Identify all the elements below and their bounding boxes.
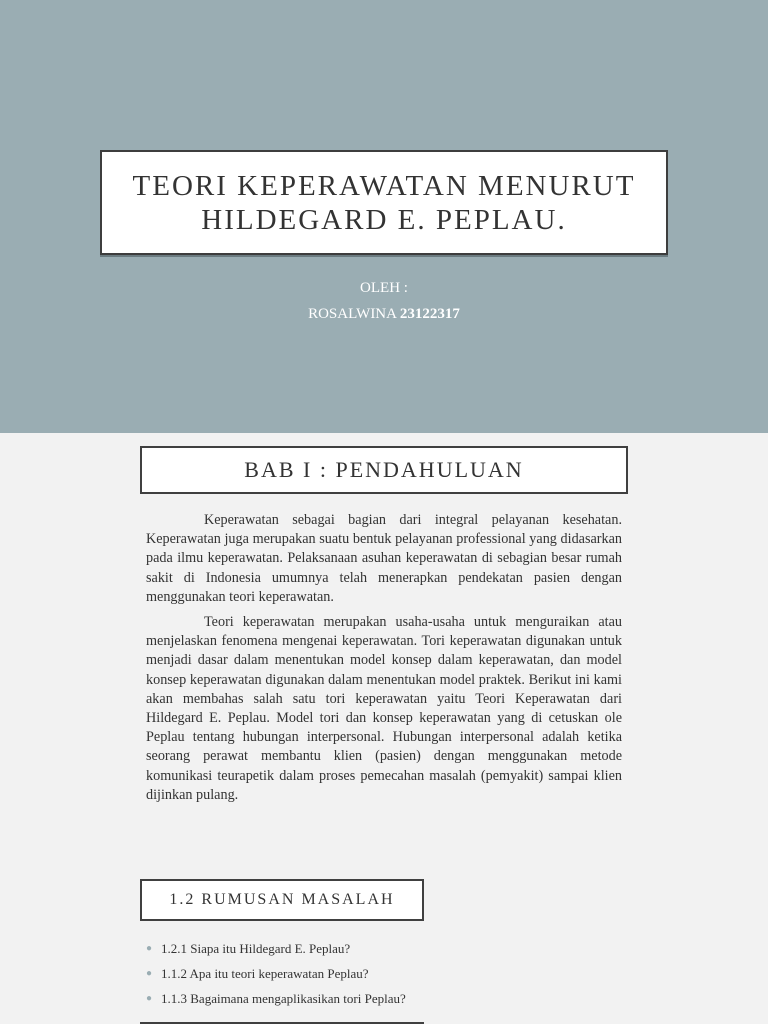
list-item-text: 1.1.2 Apa itu teori keperawatan Peplau?: [161, 966, 369, 981]
list-item: [146, 989, 406, 1014]
question-list: [146, 939, 406, 1014]
chapter-heading-box: [140, 446, 628, 494]
chapter-body: [146, 511, 622, 811]
list-item: [146, 964, 406, 989]
paragraph: Teori keperawatan merupakan usaha-usaha untuk menguraikan atau menjelaskan fenomena mengenai keperawatan. Tori keperawatan digunakan untuk menjadi dasar dalam menentukan model konsep dalam keperawatan, dan model konsep keperawatan digunakan dalam menentukan model praktek. Berikut ini kami akan membahas salah satu tori keperawatan yaitu Teori Keperawatan dari Hildegard E. Peplau. Model tori dan konsep keperawatan yang di cetuskan ole Peplau tentang hubungan interpersonal. Hubungan interpersonal adalah ketika seorang perawat membantu klien (pasien) dengan menggunakan metode komunikasi teurapetik dalam proses pemecahan masalah (pemyakit) sampai klien dijinkan pulang.: [146, 614, 622, 803]
title-slide: [0, 0, 768, 433]
list-item-text: 1.2.1 Siapa itu Hildegard E. Peplau?: [161, 941, 351, 956]
by-label: OLEH :: [360, 280, 408, 296]
bullet-icon: ●: [146, 968, 153, 979]
author-id: 23122317: [399, 306, 460, 322]
list-item-text: 1.1.3 Bagaimana mengaplikasikan tori Peplau?: [161, 991, 406, 1006]
section-heading: 1.2 RUMUSAN MASALAH: [169, 891, 395, 908]
author-name: ROSALWINA: [308, 306, 397, 322]
bullet-icon: ●: [146, 943, 153, 954]
author-line: [0, 306, 768, 323]
bullet-icon: ●: [146, 993, 153, 1004]
document-title: TEORI KEPERAWATAN MENURUT HILDEGARD E. PEPLAU.: [132, 169, 636, 236]
list-item: [146, 939, 406, 964]
content-slide: [0, 433, 768, 1024]
section-heading-box: [140, 879, 424, 921]
chapter-heading: BAB I : PENDAHULUAN: [244, 457, 524, 482]
paragraph: Keperawatan sebagai bagian dari integral pelayanan kesehatan. Keperawatan juga merupakan suatu bentuk pelayanan professional yang didasarkan pada ilmu keperawatan. Pelaksanaan asuhan keperawatan di sebagian besar rumah sakit di Indonesia umumnya telah menerapkan pendekatan pasien dengan menggunakan teori keperawatan.: [146, 512, 622, 605]
title-box: [100, 150, 668, 255]
